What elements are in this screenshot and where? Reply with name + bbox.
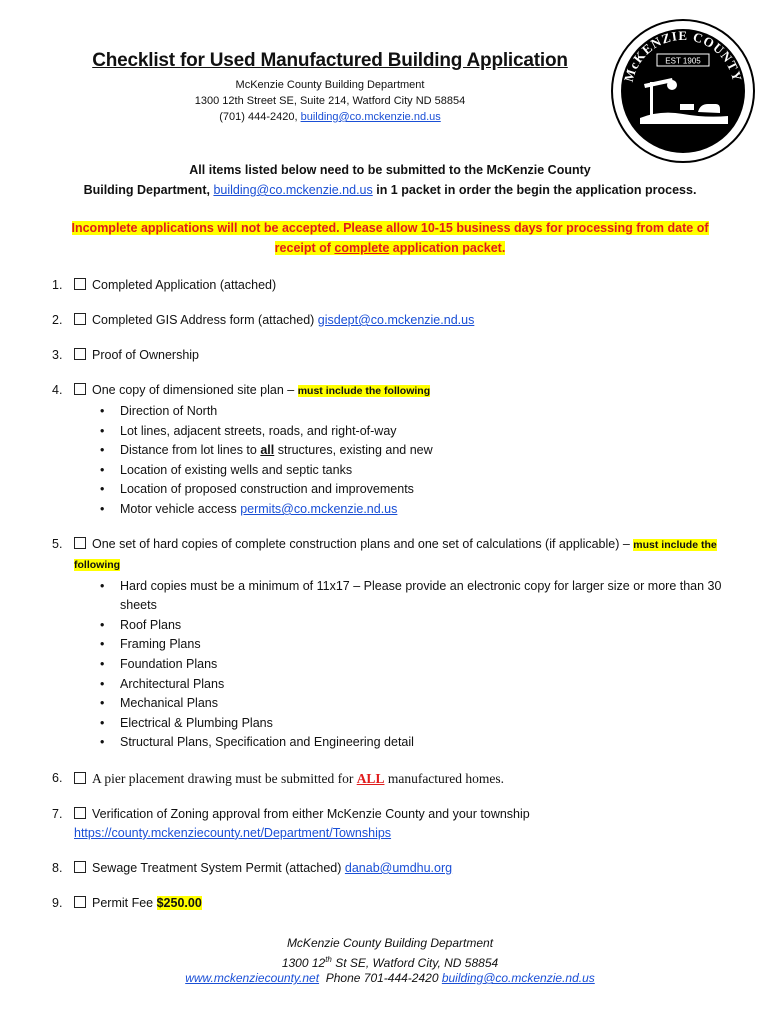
all-emphasis: ALL [356,770,385,786]
intro-email-link[interactable]: building@co.mckenzie.nd.us [213,183,373,197]
footer [100,936,680,987]
checkbox[interactable] [74,896,86,908]
department-contact [60,109,600,125]
item-label-text: A pier placement drawing must be submitted for [92,770,357,786]
permit-fee-amount: $250.00 [156,895,202,910]
checkbox[interactable] [74,383,86,395]
checkbox[interactable] [74,537,86,549]
item-number: 4. [52,383,63,397]
list-item: • Roof Plans [120,616,732,636]
list-item: • Framing Plans [120,635,732,655]
intro-line-2-text: Building Department, [83,183,214,197]
list-item: • Location of existing wells and septic tanks [120,461,732,481]
item-label [92,771,504,786]
county-seal-logo [610,18,756,164]
footer-phone: Phone 701-444-2420 [319,971,442,985]
checkbox[interactable] [74,772,86,784]
all-emphasis: all [260,443,275,458]
warning-line-1: Incomplete applications will not be accepted. Please allow 10-15 business days for processing from date of [71,221,709,235]
gis-email-link[interactable]: gisdept@co.mckenzie.nd.us [317,313,475,327]
checklist-item-3 [52,346,732,365]
checkbox[interactable] [74,313,86,325]
item-number: 2. [52,313,63,327]
item-number: 5. [52,536,63,551]
checklist-item-5 [52,535,732,753]
checkbox[interactable] [74,278,86,290]
intro-line-2-end: in 1 packet in order the begin the application process. [372,183,697,197]
list-item: • Hard copies must be a minimum of 11x17 – Please provide an electronic copy for larger size or more than 30 sheets [120,577,732,616]
footer-address-start: 1300 12 [281,955,326,970]
warning-complete-emphasis: complete [334,241,390,255]
department-address: 1300 12th Street SE, Suite 214, Watford City ND 58854 [194,95,466,107]
footer-website-link[interactable]: www.mckenziecounty.net [185,971,320,985]
item-number: 7. [52,806,63,821]
footer-email-link[interactable]: building@co.mckenzie.nd.us [441,971,595,985]
construction-plan-requirements [74,577,732,753]
item-label: Sewage Treatment System Permit (attached) [92,860,345,875]
list-item: • Location of proposed construction and improvements [120,480,732,500]
item-label: Proof of Ownership [92,348,199,362]
permits-email-link[interactable]: permits@co.mckenzie.nd.us [240,501,398,516]
checklist-item-1 [52,276,732,295]
footer-address-superscript: th [325,954,332,964]
list-item: • Direction of North [120,402,732,422]
seal-established: EST 1905 [665,56,701,66]
item-label: Completed Application (attached) [92,278,277,292]
item-number: 9. [52,895,63,910]
checklist-item-4 [52,381,732,520]
townships-link[interactable]: https://county.mckenziecounty.net/Department/Townships [74,825,392,840]
intro-statement [40,160,740,200]
department-phone: (701) 444-2420, [219,111,301,123]
list-item: • Lot lines, adjacent streets, roads, and right-of-way [120,422,732,442]
checklist [52,276,732,913]
footer-address [100,952,680,972]
item-label: Verification of Zoning approval from either McKenzie County and your township [92,806,530,821]
item-number: 6. [52,770,63,785]
list-item: • Foundation Plans [120,655,732,675]
document-title: Checklist for Used Manufactured Building Application [92,50,568,71]
item-label: Completed GIS Address form (attached) [92,313,318,327]
warning-line-2 [275,241,506,255]
intro-line-1: All items listed below need to be submitted to the McKenzie County [189,163,591,177]
checklist-item-2 [52,311,732,330]
warning-line-2-end: application packet. [389,241,506,255]
list-item: • Architectural Plans [120,675,732,695]
list-item-text: Distance from lot lines to [120,443,261,458]
footer-department: McKenzie County Building Department [286,936,494,950]
checkbox[interactable] [74,861,86,873]
header [60,50,600,125]
site-plan-requirements [74,402,732,520]
department-name: McKenzie County Building Department [235,79,425,91]
item-label: One set of hard copies of complete construction plans and one set of calculations (if applicable) – [92,536,634,551]
list-item: • Mechanical Plans [120,694,732,714]
must-include-badge: must include the following [297,385,431,397]
checklist-item-6 [52,769,732,789]
checkbox[interactable] [74,807,86,819]
item-label-end: manufactured homes. [384,770,505,786]
footer-address-end: St SE, Watford City, ND 58854 [331,955,499,970]
sewage-email-link[interactable]: danab@umdhu.org [344,860,453,875]
incomplete-warning [40,218,740,258]
list-item-text-end: structures, existing and new [274,443,433,458]
checklist-item-7 [52,805,732,843]
checkbox[interactable] [74,348,86,360]
seal-county-name: McKENZIE COUNTY [620,27,746,84]
list-item: • Structural Plans, Specification and Engineering detail [120,733,732,753]
list-item [120,500,732,520]
department-email-link[interactable]: building@co.mckenzie.nd.us [300,111,441,123]
footer-contact [100,971,680,987]
item-label: One copy of dimensioned site plan – [92,383,298,397]
item-label: Permit Fee [92,895,157,910]
checklist-item-8 [52,859,732,878]
must-include-badge: must include the following [74,538,717,571]
intro-line-2 [40,180,740,200]
list-item [120,441,732,461]
item-number: 1. [52,278,63,292]
list-item: • Electrical & Plumbing Plans [120,714,732,734]
checklist-item-9 [52,894,732,913]
item-number: 8. [52,860,63,875]
list-item-text: Motor vehicle access [120,501,241,516]
item-number: 3. [52,348,63,362]
warning-line-2-text: receipt of [274,241,335,255]
